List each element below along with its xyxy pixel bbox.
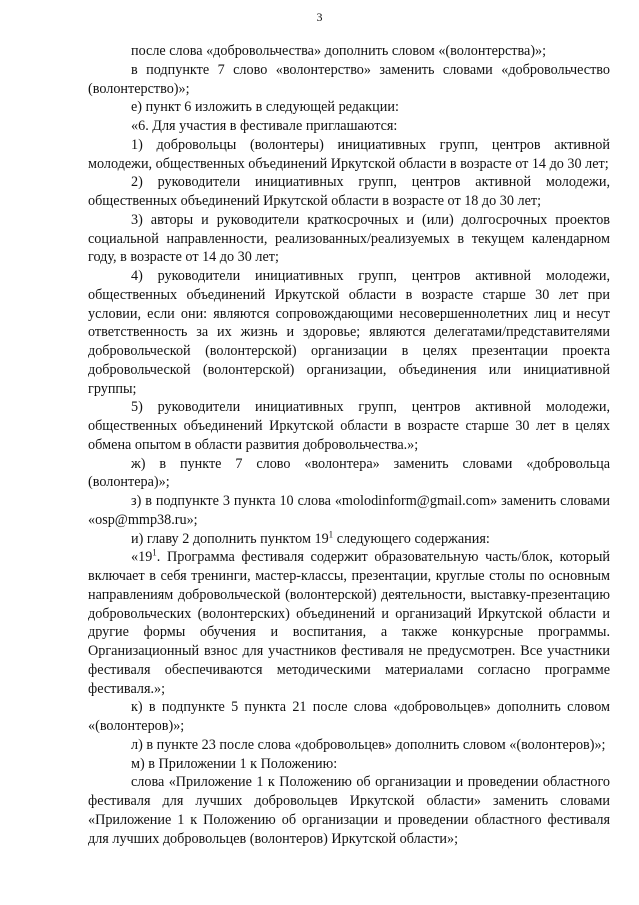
paragraph: «6. Для участия в фестивале приглашаются: (131, 118, 398, 134)
list-item: 4) руководители инициативных групп, центров активной молодежи, общественных объединений Иркутской области в возрасте старше 30 лет при условии, если они: являются сопровождающими несовершеннолетних лиц и несут ответственность за их жизнь и здоровье; являются делегатами/представителями добровольческой (волонтерской) организации в целях презентации проекта добровольческой (волонтерской) организации, объединения или инициативной группы; (88, 268, 610, 397)
document-body (88, 42, 610, 848)
paragraph-text: следующего содержания: (333, 530, 490, 547)
paragraph: м) в Приложении 1 к Положению: (131, 755, 338, 772)
list-item: 3) авторы и руководители краткосрочных и (или) долгосрочных проектов социальной направленности, реализованных/реализуемых в текущем календарном году, в возрасте от 14 до 30 лет; (88, 211, 610, 266)
paragraph-text: и) главу 2 дополнить пунктом 19 (131, 530, 329, 547)
page-number: 3 (316, 10, 323, 24)
paragraph-text: . Программа фестиваля содержит образовательную часть/блок, который включает в себя тренинги, мастер-классы, презентации, круглые столы по основным направлениям добровольческой (волонтерской) деятельности, выставку-презентацию добровольческих (волонтерских) объединений и организаций Иркутской области и другие формы обучения и воспитания, а также конкурсные программы. Организационный взнос для участников фестиваля не предусмотрен. Все участники фестиваля обеспечиваются методическими материалами согласно программе фестиваля.»; (88, 549, 610, 697)
list-item: 5) руководители инициативных групп, центров активной молодежи, общественных объединений Иркутской области в возрасте старше 30 лет в целях обмена опытом в области развития добровольчества.»; (88, 399, 610, 453)
paragraph: з) в подпункте 3 пункта 10 слова «molodinform@gmail.com» заменить словами «osp@mmp38.ru»; (88, 493, 610, 528)
paragraph: ж) в пункте 7 слово «волонтера» заменить словами «добровольца (волонтера)»; (88, 455, 610, 491)
superscript: 1 (328, 528, 334, 539)
paragraph: л) в пункте 23 после слова «добровольцев» дополнить словом «(волонтеров)»; (131, 736, 606, 753)
paragraph (88, 548, 610, 698)
paragraph: к) в подпункте 5 пункта 21 после слова «добровольцев» дополнить словом «(волонтеров)»; (88, 699, 610, 734)
superscript: 1 (152, 547, 157, 558)
list-item: 1) добровольцы (волонтеры) инициативных групп, центров активной молодежи, общественных объединений Иркутской области в возрасте от 14 до 30 лет; (88, 136, 610, 172)
paragraph: в подпункте 7 слово «волонтерство» заменить словами «добровольчество (волонтерство)»; (88, 61, 610, 97)
paragraph: е) пункт 6 изложить в следующей редакции: (131, 99, 399, 116)
paragraph: слова «Приложение 1 к Положению об организации и проведении областного фестиваля для лучших добровольцев Иркутской области» заменить словами «Приложение 1 к Положению об организации и проведении областного фестиваля для лучших добровольцев (волонтеров) Иркутской области»; (88, 774, 610, 847)
paragraph-text: «19 (131, 549, 153, 566)
list-item: 2) руководители инициативных групп, центров активной молодежи, общественных объединений Иркутской области в возрасте от 18 до 30 лет; (88, 174, 610, 209)
paragraph (88, 530, 610, 549)
paragraph: после слова «добровольчества» дополнить словом «(волонтерства)»; (131, 43, 547, 59)
